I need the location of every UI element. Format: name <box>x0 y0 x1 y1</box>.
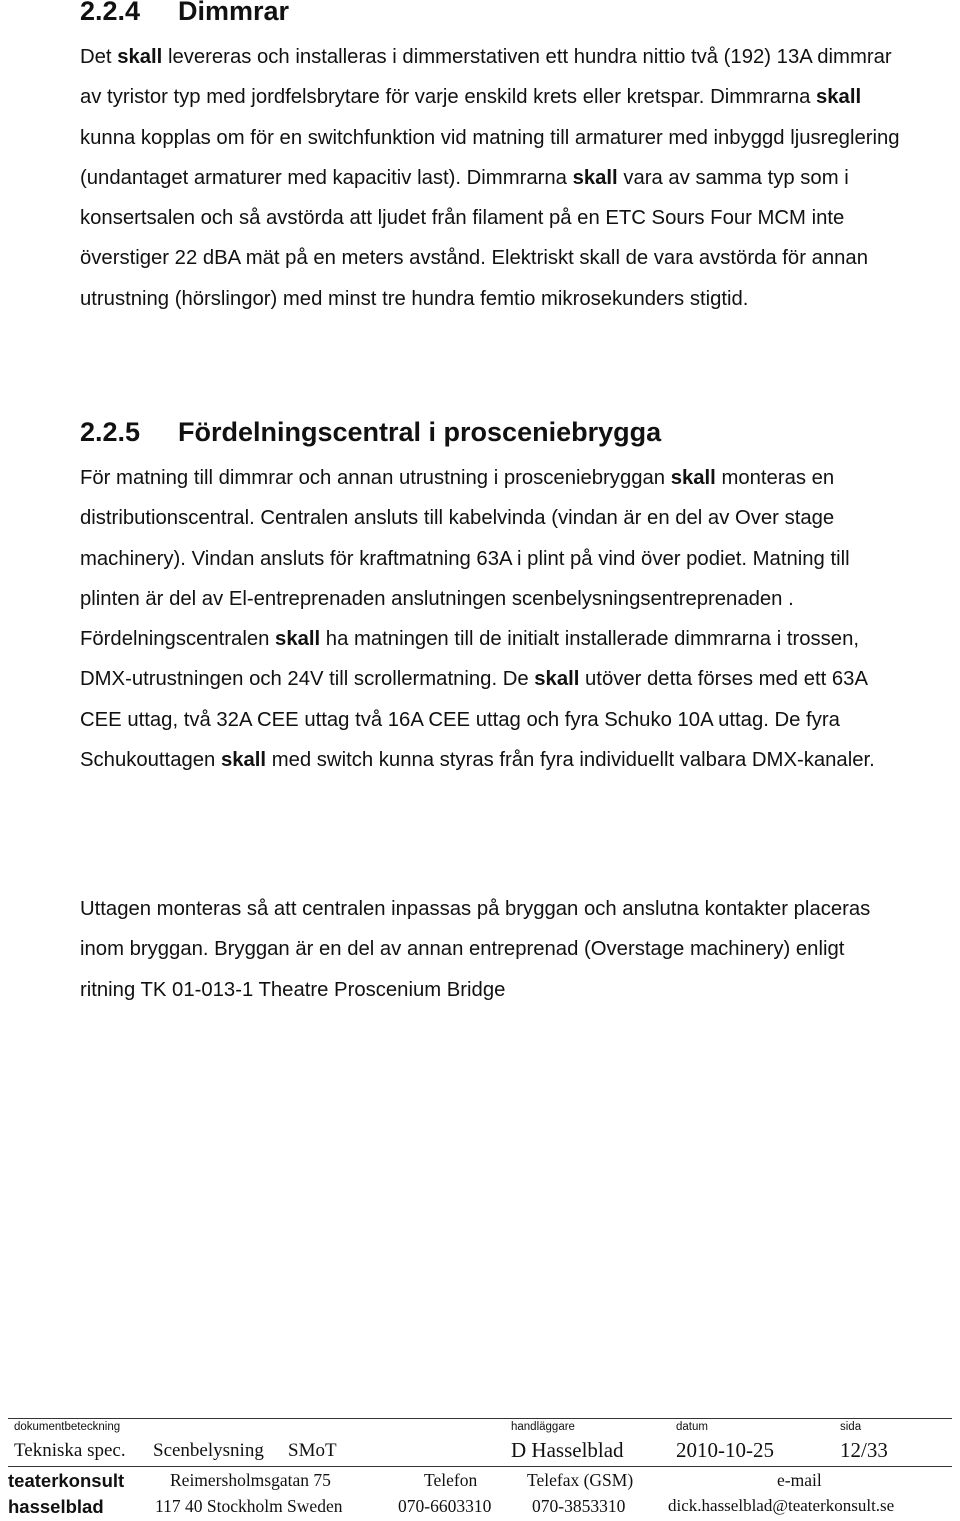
footer-doc-id-part3: SMoT <box>288 1440 337 1461</box>
footer-date: 2010-10-25 <box>676 1438 774 1462</box>
company-name-line1: teaterkonsult <box>8 1470 125 1491</box>
footer-city: 117 40 Stockholm Sweden <box>155 1496 343 1516</box>
footer-fax: 070-3853310 <box>532 1496 626 1516</box>
footer-page: 12/33 <box>840 1438 888 1462</box>
footer-street: Reimersholmsgatan 75 <box>170 1470 331 1490</box>
section-title: Fördelningscentral i prosceniebrygga <box>178 417 662 447</box>
footer-email-label: e-mail <box>777 1470 822 1490</box>
footer-phone: 070-6603310 <box>398 1496 492 1516</box>
emphasis-skall: skall <box>534 668 580 691</box>
footer-phone-label: Telefon <box>424 1470 478 1490</box>
paragraph-uttagen: Uttagen monteras så att centralen inpassas på bryggan och anslutna kontakter placeras inom bryggan. Bryggan är en del av annan entreprenad (Overstage machinery) enligt ritning TK 01-013-1 Theatre Proscenium Bridge <box>80 898 871 1001</box>
footer-label-doc-id: dokumentbeteckning <box>14 1421 121 1433</box>
footer-label-handler: handläggare <box>511 1421 575 1433</box>
footer-doc-id-part2: Scenbelysning <box>153 1440 264 1461</box>
emphasis-skall: skall <box>275 628 321 651</box>
section-title: Dimmrar <box>178 0 290 26</box>
footer-email: dick.hasselblad@teaterkonsult.se <box>668 1496 895 1515</box>
footer-rule-middle <box>8 1466 952 1467</box>
footer-handler: D Hasselblad <box>511 1438 624 1462</box>
paragraph-fordelningscentral: För matning till dimmrar och annan utrustning i prosceniebryggan skall monteras en distributionscentral. Centralen ansluts till kabelvinda (vindan är en del av Over stage machinery). Vindan ansluts för kraftmatning 63A i plint på vind över podiet. Matning till plinten är del av El-entreprenaden anslutningen scenbelysningsentreprenaden . Fördelningscentralen skall ha matningen till de initialt installerade dimmrarna i trossen, DMX-utrustningen och 24V till scrollermatning. De skall utöver detta förses med ett 63A CEE uttag, två 32A CEE uttag två 16A CEE uttag och fyra Schuko 10A uttag. De fyra Schukouttagen skall med switch kunna styras från fyra individuellt valbara DMX-kanaler. <box>80 467 875 772</box>
emphasis-skall: skall <box>220 749 267 772</box>
emphasis-skall: skall <box>816 86 862 109</box>
emphasis-skall: skall <box>670 467 716 489</box>
footer-rule-top <box>8 1418 952 1419</box>
section-number: 2.2.4 <box>80 0 141 26</box>
company-name-line2: hasselblad <box>8 1496 104 1517</box>
footer-doc-id-part1: Tekniska spec. <box>14 1440 126 1461</box>
section-heading-2-2-5 <box>80 417 661 448</box>
paragraph-dimmrar: Det skall levereras och installeras i dimmerstativen ett hundra nittio två (192) 13A dimmrar av tyristor typ med jordfelsbrytare för varje enskild krets eller kretspar. Dimmrarna skall kunna kopplas om för en switchfunktion vid matning till armaturer med inbyggd ljusreglering (undantaget armaturer med kapacitiv last). Dimmrarna skall vara av samma typ som i konsertsalen och så avstörda att ljudet från filament på en ETC Sours Four MCM inte överstiger 22 dBA mät på en meters avstånd. Elektriskt skall de vara avstörda för annan utrustning (hörslingor) med minst tre hundra femtio mikrosekunders stigtid. <box>80 46 900 310</box>
emphasis-skall: skall <box>572 166 618 189</box>
footer-fax-label: Telefax (GSM) <box>527 1470 634 1490</box>
section-number: 2.2.5 <box>80 417 141 447</box>
footer-label-page: sida <box>840 1421 862 1433</box>
footer-label-date: datum <box>676 1421 708 1433</box>
emphasis-skall: skall <box>117 46 163 68</box>
section-heading-2-2-4 <box>80 0 289 27</box>
